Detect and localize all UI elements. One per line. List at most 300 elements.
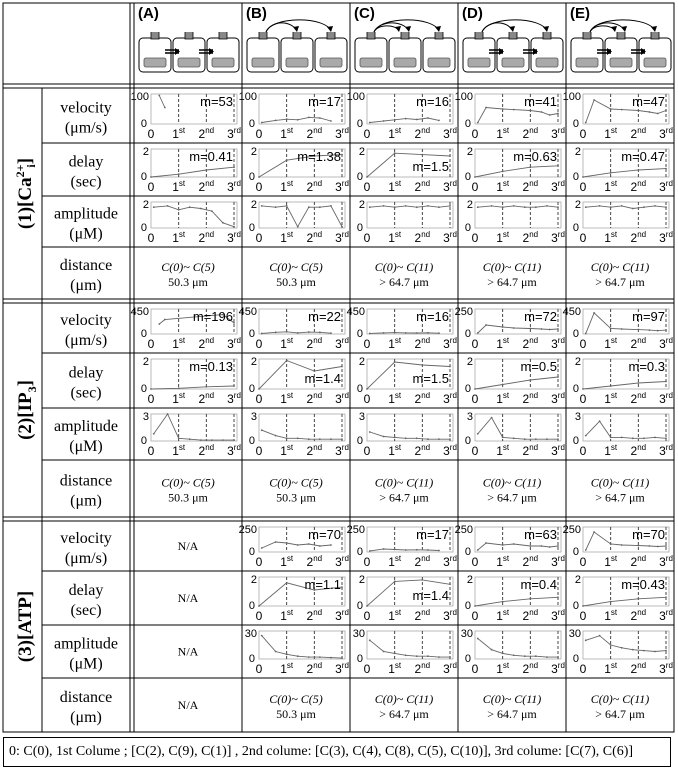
data-point xyxy=(582,388,584,390)
curved-arrow-icon xyxy=(482,23,513,32)
y-tick-label: 0 xyxy=(140,222,147,234)
mean-label: m=0.63 xyxy=(513,149,557,164)
data-point xyxy=(585,206,587,208)
data-point xyxy=(383,332,385,334)
arrow-head-icon xyxy=(405,26,411,32)
y-tick-label: 0 xyxy=(356,118,363,130)
data-point xyxy=(286,118,288,120)
na-label: N/A xyxy=(177,644,199,659)
x-tick-label: 0 xyxy=(471,180,479,194)
data-point xyxy=(610,206,612,208)
x-tick-label: 0 xyxy=(255,127,263,141)
y-tick-label: 0 xyxy=(464,383,471,395)
series-line xyxy=(586,206,666,209)
x-tick-label: 3rd xyxy=(335,608,349,623)
row-label-velocity-unit: (μm/s) xyxy=(64,332,108,349)
plot-frame xyxy=(583,631,669,659)
y-tick-label: 30 xyxy=(568,628,581,640)
y-tick-label: 3 xyxy=(250,411,257,423)
nucleus xyxy=(428,58,450,67)
row-label-distance: distance xyxy=(59,689,113,706)
data-point xyxy=(405,332,407,334)
data-point xyxy=(153,206,155,208)
cell-diagram xyxy=(139,32,239,72)
receptor-icon xyxy=(327,32,335,39)
distance-value: > 64.7 μm xyxy=(487,275,537,289)
data-point xyxy=(438,550,440,552)
mini-chart xyxy=(465,199,565,245)
x-tick-label: 3rd xyxy=(551,661,565,676)
x-tick-label: 1st xyxy=(604,391,618,406)
series-line xyxy=(478,639,558,658)
series-line xyxy=(370,432,450,439)
data-point xyxy=(529,110,531,112)
y-tick-label: 0 xyxy=(248,435,255,447)
data-point xyxy=(502,108,504,110)
nucleus xyxy=(178,58,200,67)
data-point xyxy=(449,656,451,658)
data-point xyxy=(369,206,371,208)
row-label-amplitude-unit: (μM) xyxy=(69,655,103,673)
x-tick-label: 0 xyxy=(363,180,371,194)
data-point xyxy=(621,205,623,207)
data-point xyxy=(621,328,623,330)
x-tick-label: 1st xyxy=(604,336,618,351)
x-tick-label: 0 xyxy=(579,555,587,569)
data-point xyxy=(438,656,440,658)
x-tick-label: 3rd xyxy=(443,661,457,676)
mini-chart xyxy=(573,199,673,245)
x-tick-label: 2nd xyxy=(414,661,431,676)
x-tick-label: 1st xyxy=(388,554,402,569)
data-point xyxy=(150,388,152,390)
data-point xyxy=(158,323,160,325)
data-point xyxy=(477,549,479,551)
x-tick-label: 1st xyxy=(280,554,294,569)
x-tick-label: 1st xyxy=(604,443,618,458)
data-point xyxy=(665,110,667,112)
x-tick-label: 0 xyxy=(579,662,587,676)
y-tick-label: 2 xyxy=(142,356,149,368)
y-tick-label: 100 xyxy=(238,91,257,103)
y-tick-label: 30 xyxy=(460,628,473,640)
nucleus xyxy=(502,58,524,67)
x-tick-label: 0 xyxy=(147,392,155,406)
mini-chart xyxy=(357,356,457,406)
data-point xyxy=(366,176,368,178)
data-point xyxy=(233,385,235,387)
data-point xyxy=(665,381,667,383)
data-point xyxy=(394,152,396,154)
data-point xyxy=(319,331,321,333)
section-label-main: (3)[ATP] xyxy=(15,590,36,663)
data-point xyxy=(557,596,559,598)
nucleus xyxy=(252,58,274,67)
receptor-icon xyxy=(219,32,227,39)
x-tick-label: 0 xyxy=(363,444,371,458)
x-tick-label: 2nd xyxy=(198,336,215,351)
y-tick-label: 0 xyxy=(572,171,579,183)
x-tick-label: 1st xyxy=(172,443,186,458)
cell-diagram xyxy=(355,20,455,72)
mini-chart xyxy=(245,628,349,676)
x-tick-label: 3rd xyxy=(227,179,241,194)
data-point xyxy=(405,118,407,120)
data-point xyxy=(416,655,418,657)
x-tick-label: 2nd xyxy=(522,391,539,406)
data-point xyxy=(178,437,180,439)
mean-label: m=17 xyxy=(308,94,341,109)
plot-frame xyxy=(151,414,237,441)
data-point xyxy=(582,176,584,178)
data-point xyxy=(394,437,396,439)
distance-value: 50.3 μm xyxy=(276,275,316,289)
mini-chart xyxy=(353,628,457,676)
data-point xyxy=(341,366,343,368)
x-tick-label: 0 xyxy=(363,662,371,676)
x-tick-label: 2nd xyxy=(414,230,431,245)
mini-chart xyxy=(239,524,349,569)
data-point xyxy=(164,107,166,109)
section-label-sub: i xyxy=(24,164,38,168)
data-point xyxy=(308,206,310,208)
data-point xyxy=(438,120,440,122)
data-point xyxy=(261,333,263,335)
nucleus xyxy=(644,58,666,67)
mean-label: m=1.1 xyxy=(304,577,341,592)
x-tick-label: 0 xyxy=(579,231,587,245)
column-header-d: (D) xyxy=(462,5,483,22)
distance-value: 50.3 μm xyxy=(168,275,208,289)
x-tick-label: 3rd xyxy=(443,608,457,623)
data-point xyxy=(383,651,385,653)
data-point xyxy=(258,176,260,178)
data-point xyxy=(416,206,418,208)
nucleus xyxy=(320,58,342,67)
x-tick-label: 3rd xyxy=(551,443,565,458)
x-tick-label: 2nd xyxy=(414,126,431,141)
row-label-delay-unit: (sec) xyxy=(70,602,102,619)
x-tick-label: 2nd xyxy=(306,230,323,245)
data-point xyxy=(330,657,332,659)
data-point xyxy=(366,605,368,607)
data-point xyxy=(610,437,612,439)
x-tick-label: 0 xyxy=(363,337,371,351)
y-tick-label: 30 xyxy=(244,628,257,640)
mean-label: m=196 xyxy=(192,309,233,324)
data-point xyxy=(449,438,451,440)
data-point xyxy=(502,601,504,603)
y-tick-label: 0 xyxy=(572,546,579,558)
data-point xyxy=(513,654,515,656)
data-point xyxy=(211,439,213,441)
y-tick-label: 100 xyxy=(454,91,473,103)
x-tick-label: 2nd xyxy=(522,554,539,569)
x-tick-label: 0 xyxy=(579,127,587,141)
x-tick-label: 3rd xyxy=(551,126,565,141)
data-point xyxy=(549,329,551,331)
data-point xyxy=(421,154,423,156)
data-point xyxy=(665,596,667,598)
y-tick-label: 0 xyxy=(356,435,363,447)
data-point xyxy=(427,205,429,207)
data-point xyxy=(383,548,385,550)
receptor-icon xyxy=(151,32,159,39)
data-point xyxy=(654,437,656,439)
data-point xyxy=(297,332,299,334)
mean-label: m=16 xyxy=(416,309,449,324)
data-point xyxy=(330,544,332,546)
x-tick-label: 1st xyxy=(388,608,402,623)
data-point xyxy=(535,206,537,208)
data-point xyxy=(319,438,321,440)
y-tick-label: 0 xyxy=(356,383,363,395)
row-label-delay: delay xyxy=(68,364,104,382)
data-point xyxy=(427,117,429,119)
x-tick-label: 2nd xyxy=(414,554,431,569)
mean-label: m=70 xyxy=(632,527,665,542)
data-point xyxy=(610,328,612,330)
data-point xyxy=(632,437,634,439)
mean-label: m=1.5 xyxy=(412,159,449,174)
series-line xyxy=(586,636,666,652)
data-point xyxy=(341,154,343,156)
series-line xyxy=(478,108,558,123)
series-line xyxy=(262,542,331,548)
x-tick-label: 2nd xyxy=(414,608,431,623)
data-point xyxy=(205,169,207,171)
distance-value: > 64.7 μm xyxy=(487,707,537,721)
arrow-head-icon xyxy=(509,26,515,32)
data-point xyxy=(308,438,310,440)
arrow-head-icon xyxy=(435,26,441,32)
x-tick-label: 3rd xyxy=(227,443,241,458)
mini-chart xyxy=(357,574,457,623)
data-point xyxy=(621,437,623,439)
mean-label: m=47 xyxy=(632,94,665,109)
data-point xyxy=(502,384,504,386)
data-point xyxy=(416,437,418,439)
data-point xyxy=(200,208,202,210)
series-line xyxy=(151,386,234,389)
row-label-delay-unit: (sec) xyxy=(70,384,102,402)
series-line xyxy=(370,118,439,123)
data-point xyxy=(222,222,224,224)
data-point xyxy=(557,165,559,167)
na-label: N/A xyxy=(177,539,199,553)
x-tick-label: 1st xyxy=(496,608,510,623)
x-tick-label: 2nd xyxy=(306,554,323,569)
data-point xyxy=(502,326,504,328)
data-point xyxy=(308,543,310,545)
data-point xyxy=(394,206,396,208)
data-point xyxy=(200,439,202,441)
mini-chart xyxy=(347,306,457,351)
distance-value: > 64.7 μm xyxy=(595,707,645,721)
data-point xyxy=(421,579,423,581)
x-tick-label: 3rd xyxy=(551,336,565,351)
x-tick-label: 3rd xyxy=(659,179,673,194)
data-point xyxy=(599,205,601,207)
distance-range: C(0)~ C(11) xyxy=(590,260,650,274)
x-tick-label: 3rd xyxy=(335,554,349,569)
data-point xyxy=(549,546,551,548)
y-tick-label: 0 xyxy=(356,546,363,558)
mini-chart xyxy=(465,356,565,406)
x-tick-label: 0 xyxy=(471,127,479,141)
data-point xyxy=(621,647,623,649)
data-point xyxy=(643,206,645,208)
distance-range: C(0)~ C(11) xyxy=(374,475,434,490)
x-tick-label: 0 xyxy=(363,609,371,623)
x-tick-label: 3rd xyxy=(227,391,241,406)
row-label-delay: delay xyxy=(68,153,104,171)
mini-chart xyxy=(569,628,673,676)
plot-frame xyxy=(259,414,345,441)
data-point xyxy=(427,438,429,440)
data-point xyxy=(657,113,659,115)
data-point xyxy=(502,171,504,173)
data-point xyxy=(643,437,645,439)
mini-chart xyxy=(465,574,565,623)
x-tick-label: 3rd xyxy=(443,336,457,351)
x-tick-label: 0 xyxy=(147,231,155,245)
data-point xyxy=(610,385,612,387)
x-tick-label: 1st xyxy=(496,391,510,406)
y-tick-label: 0 xyxy=(464,546,471,558)
mini-chart xyxy=(455,306,565,351)
data-point xyxy=(416,119,418,121)
data-point xyxy=(621,109,623,111)
data-point xyxy=(474,388,476,390)
data-point xyxy=(416,549,418,551)
x-tick-label: 0 xyxy=(255,662,263,676)
x-tick-label: 0 xyxy=(579,444,587,458)
x-tick-label: 2nd xyxy=(522,661,539,676)
mean-label: m=63 xyxy=(524,527,557,542)
mini-chart xyxy=(465,146,565,194)
data-point xyxy=(557,656,559,658)
y-tick-label: 3 xyxy=(574,411,581,423)
y-tick-label: 0 xyxy=(572,435,579,447)
data-point xyxy=(189,438,191,440)
data-point xyxy=(405,549,407,551)
mean-label: m=0.3 xyxy=(628,359,665,374)
mini-chart xyxy=(563,524,673,569)
x-tick-label: 3rd xyxy=(659,336,673,351)
data-point xyxy=(485,107,487,109)
data-point xyxy=(178,387,180,389)
series-line xyxy=(583,382,666,390)
x-tick-label: 2nd xyxy=(198,443,215,458)
x-tick-label: 0 xyxy=(147,180,155,194)
section-label-end: ] xyxy=(15,157,36,165)
data-point xyxy=(394,361,396,363)
data-point xyxy=(541,328,543,330)
y-tick-label: 100 xyxy=(130,91,149,103)
data-point xyxy=(286,205,288,207)
data-point xyxy=(297,544,299,546)
mini-chart xyxy=(141,146,241,194)
y-tick-label: 0 xyxy=(248,383,255,395)
y-tick-label: 2 xyxy=(358,356,365,368)
data-point xyxy=(535,655,537,657)
x-tick-label: 3rd xyxy=(659,554,673,569)
data-point xyxy=(535,438,537,440)
data-point xyxy=(286,582,288,584)
x-tick-label: 1st xyxy=(280,230,294,245)
y-tick-label: 2 xyxy=(466,199,473,211)
x-tick-label: 2nd xyxy=(414,443,431,458)
row-label-distance-unit: (μm) xyxy=(70,709,102,726)
data-point xyxy=(341,438,343,440)
x-tick-label: 1st xyxy=(388,661,402,676)
data-point xyxy=(449,366,451,368)
y-tick-label: 450 xyxy=(346,306,365,318)
data-point xyxy=(427,332,429,334)
y-tick-label: 450 xyxy=(562,306,581,318)
data-point xyxy=(621,544,623,546)
x-tick-label: 1st xyxy=(280,661,294,676)
row-label-velocity: velocity xyxy=(60,530,112,547)
x-tick-label: 2nd xyxy=(306,126,323,141)
x-tick-label: 1st xyxy=(172,336,186,351)
y-tick-label: 2 xyxy=(250,356,257,368)
data-point xyxy=(405,437,407,439)
mini-chart xyxy=(141,411,241,458)
data-point xyxy=(150,176,152,178)
y-tick-label: 2 xyxy=(574,574,581,586)
data-point xyxy=(649,329,651,331)
plot-frame xyxy=(475,631,561,659)
x-tick-label: 0 xyxy=(255,180,263,194)
data-point xyxy=(286,653,288,655)
section-label xyxy=(13,158,38,229)
data-point xyxy=(502,437,504,439)
distance-value: > 64.7 μm xyxy=(487,490,537,505)
column-header-b: (B) xyxy=(246,5,267,22)
receptor-icon xyxy=(583,32,591,39)
data-point xyxy=(308,331,310,333)
data-point xyxy=(485,324,487,326)
plot-frame xyxy=(583,414,669,441)
data-point xyxy=(637,598,639,600)
series-line xyxy=(154,206,234,227)
data-point xyxy=(369,431,371,433)
x-tick-label: 2nd xyxy=(630,179,647,194)
row-label-distance-unit: (μm) xyxy=(70,492,102,510)
data-point xyxy=(286,437,288,439)
x-tick-label: 2nd xyxy=(630,608,647,623)
footnote: 0: C(0), 1st Colume ; [C(2), C(9), C(1)] , 2nd colume: [C(3), C(4), C(8), C(5), C(10)], 3rd colume: [C(7), C(6)] xyxy=(3,737,671,767)
nucleus xyxy=(576,58,598,67)
section-label-sub: 3 xyxy=(25,386,39,393)
plot-frame xyxy=(367,631,453,659)
x-tick-label: 0 xyxy=(579,337,587,351)
receptor-icon xyxy=(401,32,409,39)
data-point xyxy=(546,205,548,207)
series-line xyxy=(262,430,342,439)
data-point xyxy=(341,226,343,228)
mean-label: m=1.38 xyxy=(297,149,341,164)
y-tick-label: 0 xyxy=(248,600,255,612)
x-tick-label: 3rd xyxy=(335,179,349,194)
distance-range: C(0)~ C(11) xyxy=(482,475,542,490)
data-point xyxy=(286,542,288,544)
mean-label: m=72 xyxy=(524,309,557,324)
data-point xyxy=(557,328,559,330)
row-label-velocity-unit: (μm/s) xyxy=(64,550,108,567)
